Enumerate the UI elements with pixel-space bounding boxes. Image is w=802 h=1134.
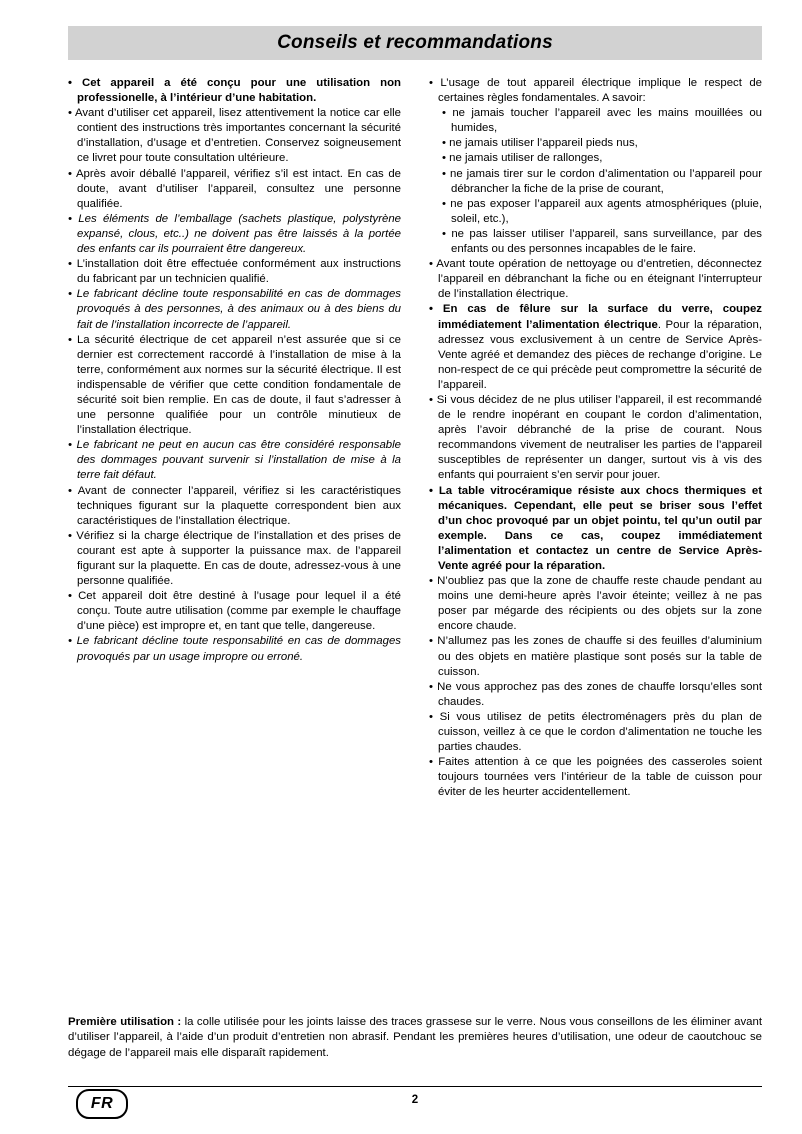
paragraph-text: • Avant de connecter l’appareil, vérifiez si les caractéristiques techniques figurant sur la plaquette correspondent bien aux caractéristiques de l’installation électrique. <box>68 484 401 527</box>
page-footer <box>68 1088 762 1122</box>
paragraph <box>429 634 762 679</box>
paragraph <box>68 257 401 287</box>
paragraph <box>68 438 401 483</box>
paragraph <box>68 212 401 257</box>
paragraph <box>68 634 401 664</box>
paragraph <box>429 755 762 800</box>
first-use-label: Première utilisation : <box>68 1016 182 1028</box>
paragraph <box>429 257 762 302</box>
paragraph-text: • Avant toute opération de nettoyage ou d’entretien, déconnectez l’appareil en débranchant la fiche ou en éteignant l’interrupteur de l’installation électrique. <box>429 258 762 301</box>
paragraph-text: • Le fabricant ne peut en aucun cas être considéré responsable des dommages pouvant survenir si l’installation de mise à la terre fait défaut. <box>68 439 401 482</box>
paragraph <box>429 106 762 136</box>
paragraph-text: • Après avoir déballé l’appareil, vérifiez s’il est intact. En cas de doute, avant d’utiliser l’appareil, consultez une personne qualifiée. <box>68 167 401 210</box>
paragraph-text: • La table vitrocéramique résiste aux chocs thermiques et mécaniques. Cependant, elle peut se briser sous l’effet d’un choc provoqué par un objet pointu, tel qu’un outil par exemple. Dans ce cas, coupez immédiatement l’alimentation et contactez un centre de Service Après-Vente agréé pour la réparation. <box>429 484 762 572</box>
language-badge: FR <box>76 1089 128 1119</box>
paragraph <box>429 680 762 710</box>
paragraph-text: • ne pas laisser utiliser l’appareil, sans surveillance, par des enfants ou des personnes incapables de le faire. <box>442 227 762 256</box>
paragraph-text: • ne jamais utiliser l’appareil pieds nus, <box>442 137 638 150</box>
paragraph <box>429 76 762 106</box>
paragraph <box>68 287 401 332</box>
paragraph <box>68 529 401 589</box>
paragraph-text: • La sécurité électrique de cet appareil n’est assurée que si ce dernier est correctement raccordé à l’installation de mise à la terre, conformément aux normes sur la sécurité électrique. Il est indispensable de vérifier que cette condition fondamentale de sécurité soit bien remplie. En cas de doute, il faut s’adresser à une personne qualifiée pour un contrôle minutieux de l’installation électrique. <box>68 333 401 437</box>
paragraph <box>429 197 762 227</box>
paragraph <box>68 76 401 106</box>
paragraph <box>429 227 762 257</box>
paragraph-text: • Vérifiez si la charge électrique de l’installation et des prises de courant est apte à supporter la puissance max. de l’appareil figurant sur la plaquette. En cas de doute, adressez-vous à une personne qualifiée. <box>68 529 401 588</box>
paragraph-text: • Les éléments de l’emballage (sachets plastique, polystyrène expansé, clous, etc..) ne doivent pas être laissés à la portée des enfants car ils pourraient être dangereux. <box>68 212 401 256</box>
paragraph-text: • L’installation doit être effectuée conformément aux instructions du fabricant par un technicien qualifié. <box>68 258 401 286</box>
paragraph-text: • Si vous utilisez de petits électroménagers près du plan de cuisson, veillez à ce que le cordon d’alimentation ne touche les parties chaudes. <box>429 710 762 754</box>
paragraph-text: • Avant d’utiliser cet appareil, lisez attentivement la notice car elle contient des instructions très importantes concernant la sécurité d’installation, d’usage et d’entretien. Conservez soigneusement ce livret pour toute consultation ultérieure. <box>68 107 401 165</box>
paragraph-text: • Cet appareil doit être destiné à l’usage pour lequel il a été conçu. Toute autre utilisation (comme par exemple le chauffage d’une pièce) est impropre et, en tant que telle, dangereuse. <box>68 590 401 633</box>
paragraph-text: • Faites attention à ce que les poignées des casseroles soient toujours tournées vers l’intérieur de la table de cuisson pour éviter de les heurter accidentellement. <box>429 756 762 799</box>
body-columns <box>68 76 762 801</box>
paragraph <box>68 589 401 634</box>
paragraph-text: • Le fabricant décline toute responsabilité en cas de dommages provoqués à des personnes, à des animaux ou à des biens du fait de l’installation incorrecte de l’appareil. <box>68 288 401 331</box>
paragraph <box>429 710 762 755</box>
paragraph-text: • N’allumez pas les zones de chauffe si des feuilles d’aluminium ou des objets en matière plastique sont posés sur la table de cuisson. <box>429 635 762 678</box>
paragraph-text: . Pour la réparation, adressez vous exclusivement à un centre de Service Après-Vente agréé et demandez des pièces de rechange d’origine. Le non-respect de ce qui précède peut compromettre la sécurité de l’appareil. <box>438 318 762 391</box>
paragraph-text: • ne pas exposer l’appareil aux agents atmosphériques (pluie, soleil, etc.), <box>442 197 762 225</box>
paragraph-text: • Si vous décidez de ne plus utiliser l’appareil, il est recommandé de le rendre inopérant en coupant le cordon d’alimentation, après l’avoir débranché de la prise de courant. Nous recommandons vivement de neutraliser les parties de l’appareil susceptibles de représenter un danger, surtout vis à vis des enfants qui pourraient s’en servir pour jouer. <box>429 393 762 482</box>
paragraph-text: • Cet appareil a été conçu pour une utilisation non professionelle, à l’intérieur d’une habitation. <box>68 77 401 105</box>
first-use-text: la colle utilisée pour les joints laisse des traces grassese sur le verre. Nous vous conseillons de les éliminer avant d’utiliser l’appareil, à l’aide d’un produit d’entretien non abrasif. Pendant les premières heures d’utilisation, une odeur de caoutchouc se dégage de l’appareil mais elle disparaît rapidement. <box>68 1016 763 1059</box>
paragraph <box>68 333 401 439</box>
first-use-note <box>68 1015 762 1061</box>
paragraph-text: • ne jamais toucher l’appareil avec les mains mouillées ou humides, <box>442 107 762 135</box>
page-title-banner <box>68 26 762 60</box>
paragraph <box>429 484 762 575</box>
paragraph <box>429 302 762 393</box>
paragraph-text: • Ne vous approchez pas des zones de chauffe lorsqu’elles sont chaudes. <box>429 680 762 708</box>
paragraph <box>429 574 762 634</box>
page-title: Conseils et recommandations <box>277 32 553 53</box>
footer-divider <box>68 1086 762 1087</box>
paragraph-text: • Le fabricant décline toute responsabilité en cas de dommages provoqués par un usage impropre ou erroné. <box>68 635 401 663</box>
paragraph-text: • N’oubliez pas que la zone de chauffe reste chaude pendant au moins une demi-heure après l’avoir éteinte; veillez à ne pas poser par mégarde des récipients ou des objets sur la zone encore chaude. <box>429 575 762 633</box>
paragraph <box>68 106 401 166</box>
right-column <box>429 76 762 801</box>
paragraph <box>68 484 401 529</box>
paragraph <box>429 393 762 484</box>
paragraph <box>429 151 762 166</box>
page-number: 2 <box>411 1094 419 1106</box>
paragraph-text: • ne jamais utiliser de rallonges, <box>442 152 603 165</box>
paragraph <box>68 167 401 212</box>
paragraph-bold-lead: • En cas de fêlure sur la surface du verre, coupez immédiatement l’alimentation électrique <box>429 303 762 331</box>
paragraph <box>429 136 762 151</box>
paragraph-text: • ne jamais tirer sur le cordon d’alimentation ou l’appareil pour débrancher la fiche de la prise de courant, <box>442 167 762 195</box>
left-column <box>68 76 401 801</box>
paragraph-text: • L’usage de tout appareil électrique implique le respect de certaines règles fondamentales. A savoir: <box>429 77 762 105</box>
paragraph <box>429 167 762 197</box>
